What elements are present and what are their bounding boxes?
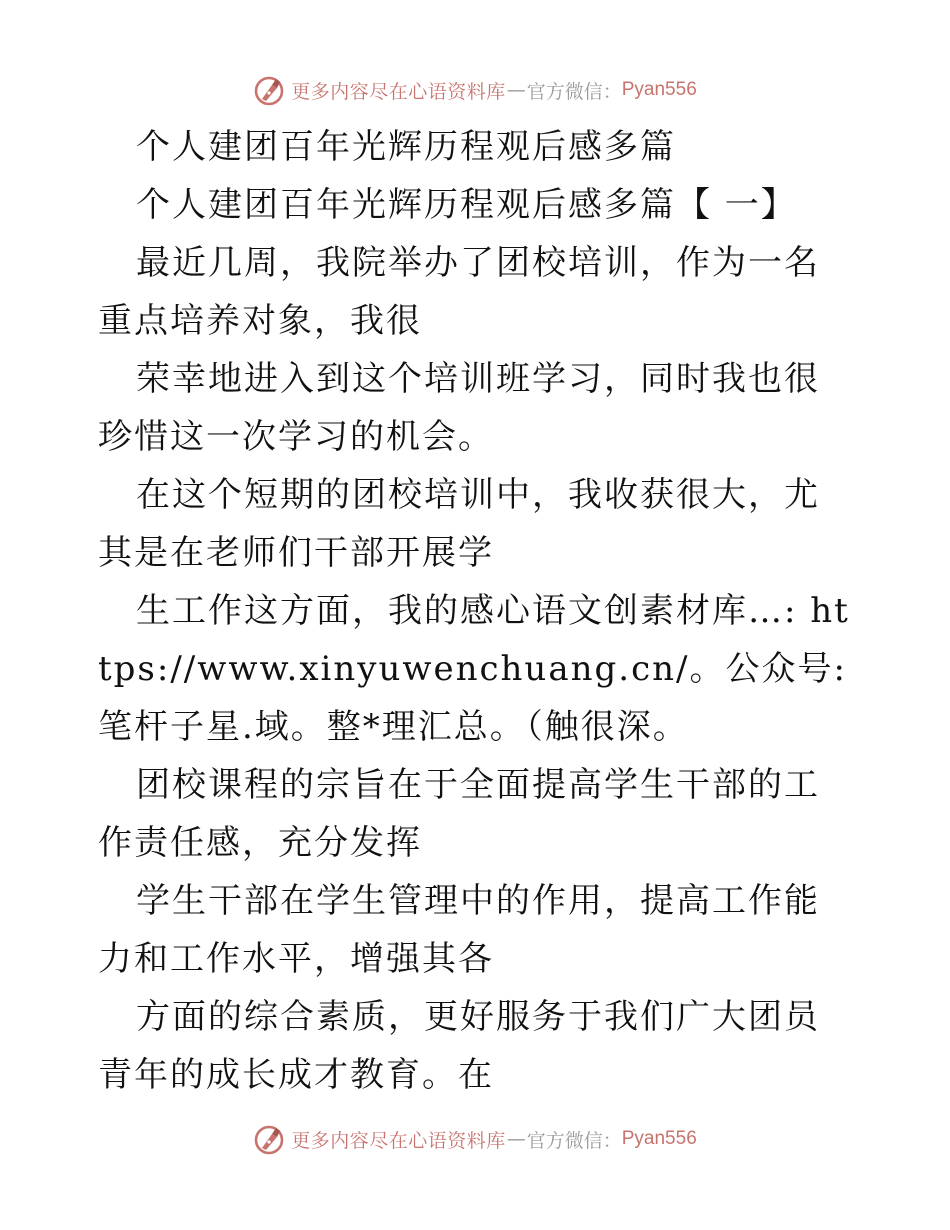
- watermark-separator: —: [506, 1128, 526, 1150]
- paragraph: 荣幸地进入到这个培训班学习，同时我也很珍惜这一次学习的机会。: [98, 359, 820, 457]
- watermark-label: 官方微信：: [526, 80, 622, 103]
- watermark-main-text: 更多内容尽在心语资料库: [291, 1129, 506, 1152]
- paragraph: 方面的综合素质，更好服务于我们广大团员青年的成长成才教育。在: [98, 997, 820, 1095]
- watermark-separator: —: [506, 79, 526, 101]
- section-heading: 个人建团百年光辉历程观后感多篇【 一】: [136, 185, 797, 225]
- document-body: [98, 118, 860, 1104]
- paragraph: 团校课程的宗旨在于全面提高学生干部的工作责任感，充分发挥: [98, 765, 820, 863]
- paragraph: 学生干部在学生管理中的作用，提高工作能力和工作水平，增强其各: [98, 881, 820, 979]
- watermark-label: 官方微信：: [526, 1129, 622, 1152]
- watermark-footer: [0, 1119, 950, 1159]
- paragraph: 最近几周，我院举办了团校培训，作为一名重点培养对象，我很: [98, 243, 820, 341]
- pen-nib-logo-icon: [253, 1123, 285, 1155]
- pen-nib-logo-icon: [253, 74, 285, 106]
- watermark-wechat-id: Pyan556: [621, 79, 697, 100]
- watermark-main-text: 更多内容尽在心语资料库: [291, 80, 506, 103]
- paragraph-with-link: 生工作这方面，我的感心语文创素材库…: https://www.xinyuwenchuang.cn/。公众号: 笔杆子星.域。整*理汇总。（触很深。: [98, 591, 860, 747]
- paragraph: 在这个短期的团校培训中，我收获很大，尤其是在老师们干部开展学: [98, 475, 820, 573]
- document-title: 个人建团百年光辉历程观后感多篇: [136, 127, 676, 167]
- watermark-wechat-id: Pyan556: [621, 1128, 697, 1149]
- watermark-header: [0, 70, 950, 110]
